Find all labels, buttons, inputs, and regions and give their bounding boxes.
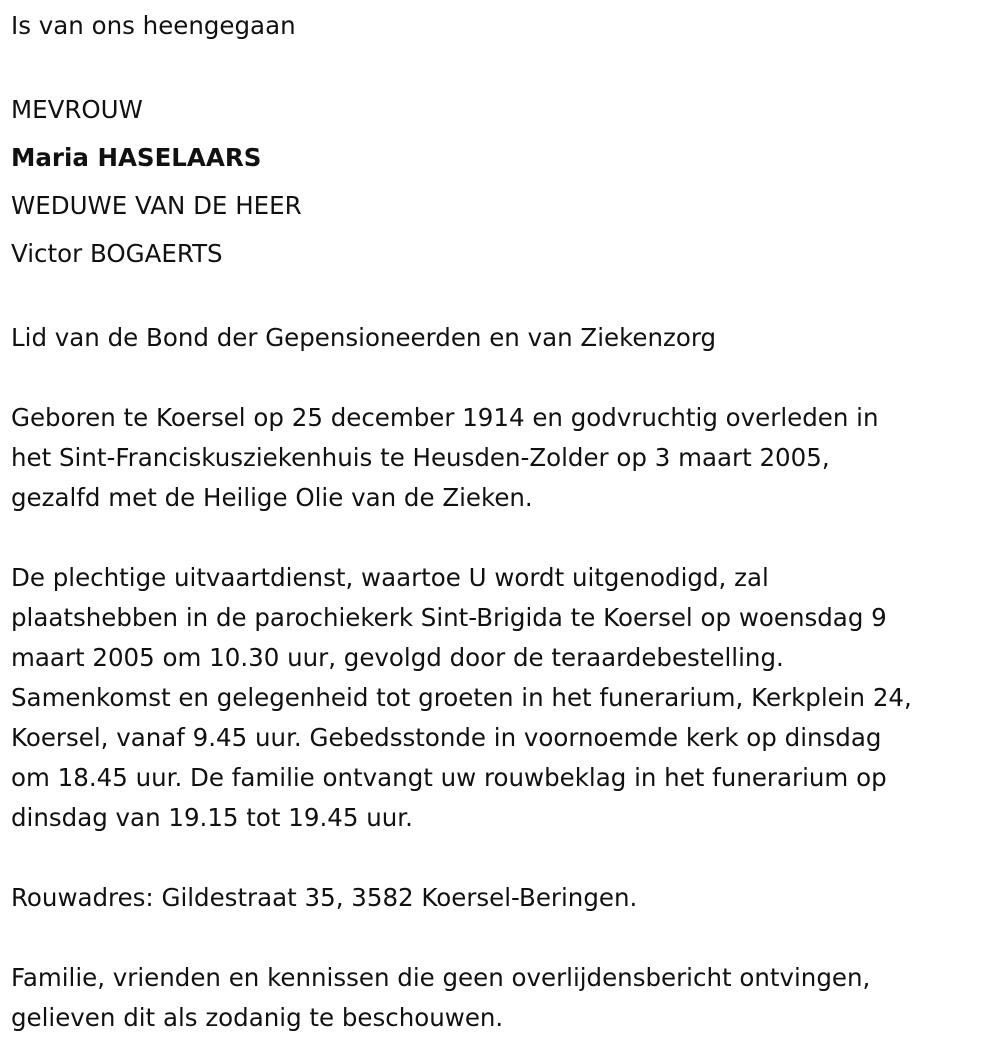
paragraph-line: Samenkomst en gelegenheid tot groeten in het funerarium, Kerkplein 24,: [11, 683, 912, 712]
paragraph-line: om 18.45 uur. De familie ontvangt uw rouwbeklag in het funerarium op: [11, 763, 887, 792]
membership-text: Lid van de Bond der Gepensioneerden en van Ziekenzorg: [11, 323, 717, 352]
person-name: Maria HASELAARS: [11, 143, 262, 172]
intro-text: Is van ons heengegaan: [11, 11, 296, 40]
address-text: Rouwadres: Gildestraat 35, 3582 Koersel-Beringen.: [11, 883, 638, 912]
paragraph-line: maart 2005 om 10.30 uur, gevolgd door de teraardebestelling.: [11, 643, 784, 672]
person-title: MEVROUW: [11, 95, 143, 124]
spacer: [11, 46, 1000, 86]
paragraph-line: Geboren te Koersel op 25 december 1914 en godvruchtig overleden in: [11, 403, 879, 432]
paragraph-line: gelieven dit als zodanig te beschouwen.: [11, 1003, 504, 1032]
paragraph-line: Koersel, vanaf 9.45 uur. Gebedsstonde in voornoemde kerk op dinsdag: [11, 723, 882, 752]
spacer: [11, 838, 1000, 878]
paragraph-line: het Sint-Franciskusziekenhuis te Heusden-Zolder op 3 maart 2005,: [11, 443, 830, 472]
closing-paragraph: [11, 958, 1000, 1038]
spacer: [11, 518, 1000, 558]
paragraph-line: plaatshebben in de parochiekerk Sint-Brigida te Koersel op woensdag 9: [11, 603, 887, 632]
person-block: [11, 86, 1000, 278]
paragraph-line: gezalfd met de Heilige Olie van de Zieken.: [11, 483, 533, 512]
paragraph-line: Familie, vrienden en kennissen die geen overlijdensbericht ontvingen,: [11, 963, 871, 992]
paragraph-line: De plechtige uitvaartdienst, waartoe U wordt uitgenodigd, zal: [11, 563, 769, 592]
spacer: [11, 278, 1000, 318]
paragraph-line: dinsdag van 19.15 tot 19.45 uur.: [11, 803, 413, 832]
spacer: [11, 918, 1000, 958]
birth-death-paragraph: [11, 398, 1000, 518]
funeral-paragraph: [11, 558, 1000, 838]
spouse-name: Victor BOGAERTS: [11, 239, 223, 268]
spacer: [11, 358, 1000, 398]
person-relation: WEDUWE VAN DE HEER: [11, 191, 302, 220]
